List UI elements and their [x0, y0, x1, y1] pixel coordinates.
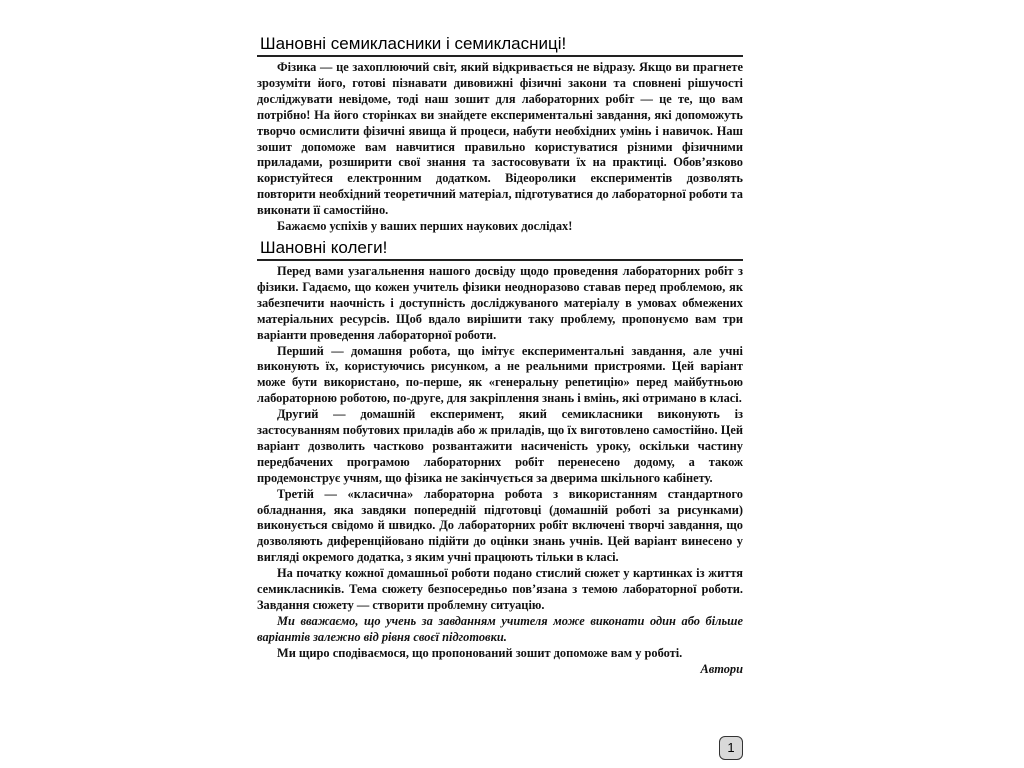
closing-paragraph: Ми щиро сподіваємося, що пропонований зошит допоможе вам у роботі. — [277, 645, 683, 660]
wishes-paragraph: Бажаємо успіхів у ваших перших наукових дослідах! — [277, 219, 573, 234]
colleagues-paragraph-2: Перший — домашня робота, що імітує експериментальні завдання, але учні виконують їх, користуючись рисунком, а не реальними пристроями. Цей варіант може бути використано, по-перше, як «генеральну репетицію» перед майбутньою лабораторною роботою, по-друге, для закріплення знань і вмінь, які отримано в класі. — [257, 343, 743, 406]
italic-paragraph: Ми вважаємо, що учень за завданням учителя може виконати один або більше варіантів залежно від рівня своєї підготовки. — [257, 613, 743, 644]
colleagues-paragraph-1: Перед вами узагальнення нашого досвіду щодо проведення лабораторних робіт з фізики. Гадаємо, що кожен учитель фізики неодноразово ставав перед проблемою, як забезпечити наочність і доступність досліджуваного матеріалу в умовах обмежених матеріальних ресурсів. Щоб вдало вирішити таку проблему, пропонуємо вам три варіанти проведення лабораторної роботи. — [257, 263, 743, 342]
document-page — [257, 34, 743, 760]
page-number-badge: 1 — [719, 736, 743, 760]
intro-paragraph: Фізика — це захоплюючий світ, який відкривається не відразу. Якщо ви прагнете зрозуміти його, готові пізнавати дивовижні фізичні закони та сповнені рішучості досліджувати невідоме, тоді наш зошит для лабораторних робіт — це те, що вам потрібно! На його сторінках ви знайдете експериментальні завдання, які допоможуть творчо осмислити фізичні явища й процеси, набути необхідних умінь і навичок. Наш зошит допоможе вам навчитися правильно користуватися різними фізичними приладами, розширити свої знання та застосовувати їх на практиці. Обов’язково користуйтеся електронним додатком. Відеоролики експериментів дозволять повторити необхідний теоретичний матеріал, підготуватися до лабораторної роботи та виконати її самостійно. — [257, 60, 743, 218]
heading-students: Шановні семикласники і семикласниці! — [257, 34, 743, 57]
colleagues-paragraph-5: На початку кожної домашньої роботи подано стислий сюжет у картинках із життя семикласників. Тема сюжету безпосередньо пов’язана з темою лабораторної роботи. Завдання сюжету — створити проблемну ситуацію. — [257, 566, 743, 612]
colleagues-paragraph-3: Другий — домашній експеримент, який семикласники виконують із застосуванням побутових приладів або ж приладів, що їх виготовлено самостійно. Цей варіант дозволить частково розвантажити насиченість уроку, оскільки частину передбачених програмою лабораторних робіт перенесено додому, а також продемонструє учням, що фізика не закінчується за дверима шкільного кабінету. — [257, 407, 743, 485]
signature: Автори — [700, 661, 743, 676]
heading-colleagues: Шановні колеги! — [257, 238, 743, 261]
colleagues-paragraph-4: Третій — «класична» лабораторна робота з використанням стандартного обладнання, яка завдяки попередній підготовці (домашній роботі за рисунками) виконується свідомо й швидко. До лабораторних робіт включені творчі завдання, що дозволяють диференційовано підійти до оцінки знань учнів. Цей варіант винесено у вигляді окремого додатка, з яким учні працюють тільки в класі. — [257, 486, 743, 565]
